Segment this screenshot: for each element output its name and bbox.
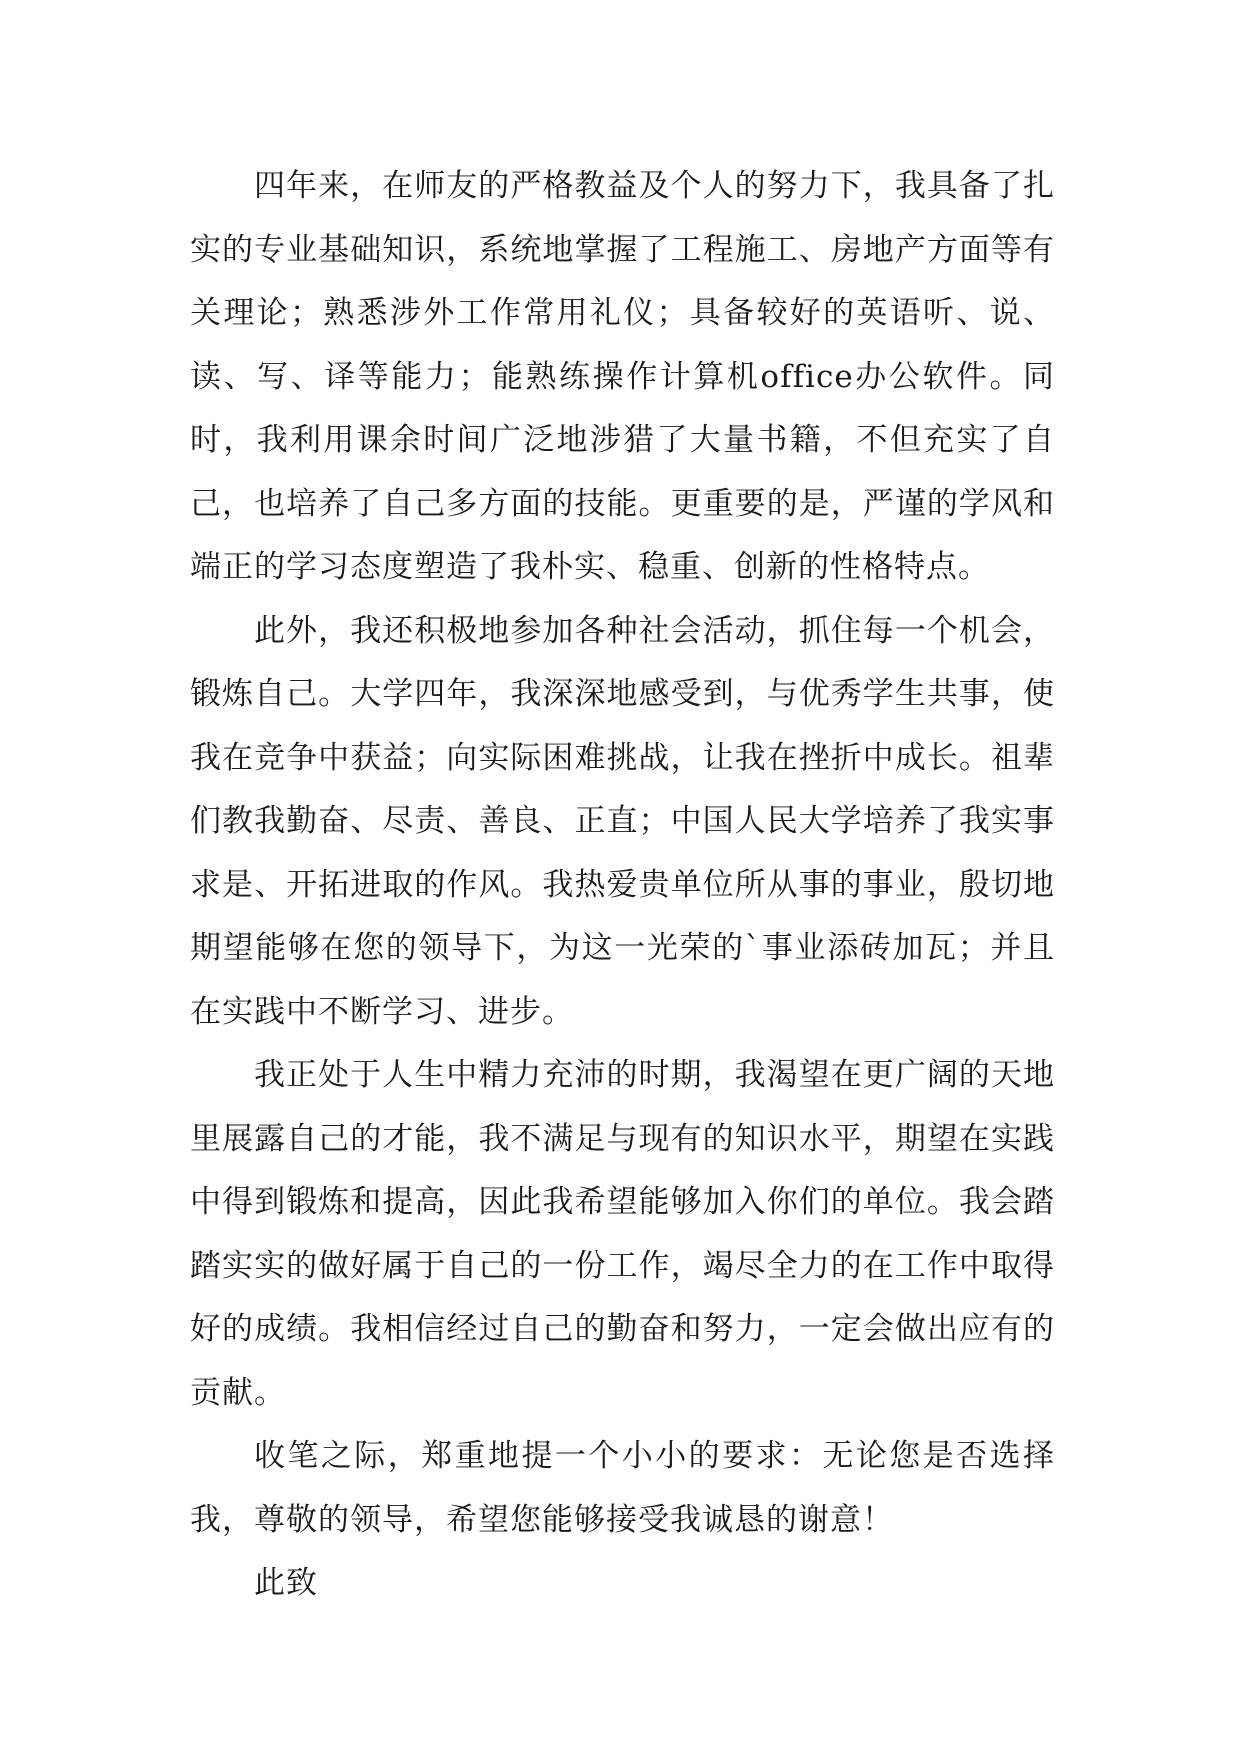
letter-body [190,155,1055,1616]
paragraph-request: 收笔之际，郑重地提一个小小的要求：无论您是否选择我，尊敬的领导，希望您能够接受我诚恳的谢意！ [190,1438,1055,1538]
paragraph-education: 四年来，在师友的严格教益及个人的努力下，我具备了扎实的专业基础知识，系统地掌握了工程施工、房地产方面等有关理论；熟悉涉外工作常用礼仪；具备较好的英语听、说、读、写、译等能力；能熟练操作计算机office办公软件。同时，我利用课余时间广泛地涉猎了大量书籍，不但充实了自己，也培养了自己多方面的技能。更重要的是，严谨的学风和端正的学习态度塑造了我朴实、稳重、创新的性格特点。 [190,168,1055,585]
paragraph-activities: 此外，我还积极地参加各种社会活动，抓住每一个机会，锻炼自己。大学四年，我深深地感受到，与优秀学生共事，使我在竞争中获益；向实际困难挑战，让我在挫折中成长。祖辈们教我勤奋、尽责、善良、正直；中国人民大学培养了我实事求是、开拓进取的作风。我热爱贵单位所从事的事业，殷切地期望能够在您的领导下，为这一光荣的`事业添砖加瓦；并且在实践中不断学习、进步。 [190,612,1055,1030]
closing-salutation: 此致 [254,1565,318,1601]
paragraph-aspiration: 我正处于人生中精力充沛的时期，我渴望在更广阔的天地里展露自己的才能，我不满足与现有的知识水平，期望在实践中得到锻炼和提高，因此我希望能够加入你们的单位。我会踏踏实实的做好属于自己的一份工作，竭尽全力的在工作中取得好的成绩。我相信经过自己的勤奋和努力，一定会做出应有的贡献。 [190,1057,1055,1411]
